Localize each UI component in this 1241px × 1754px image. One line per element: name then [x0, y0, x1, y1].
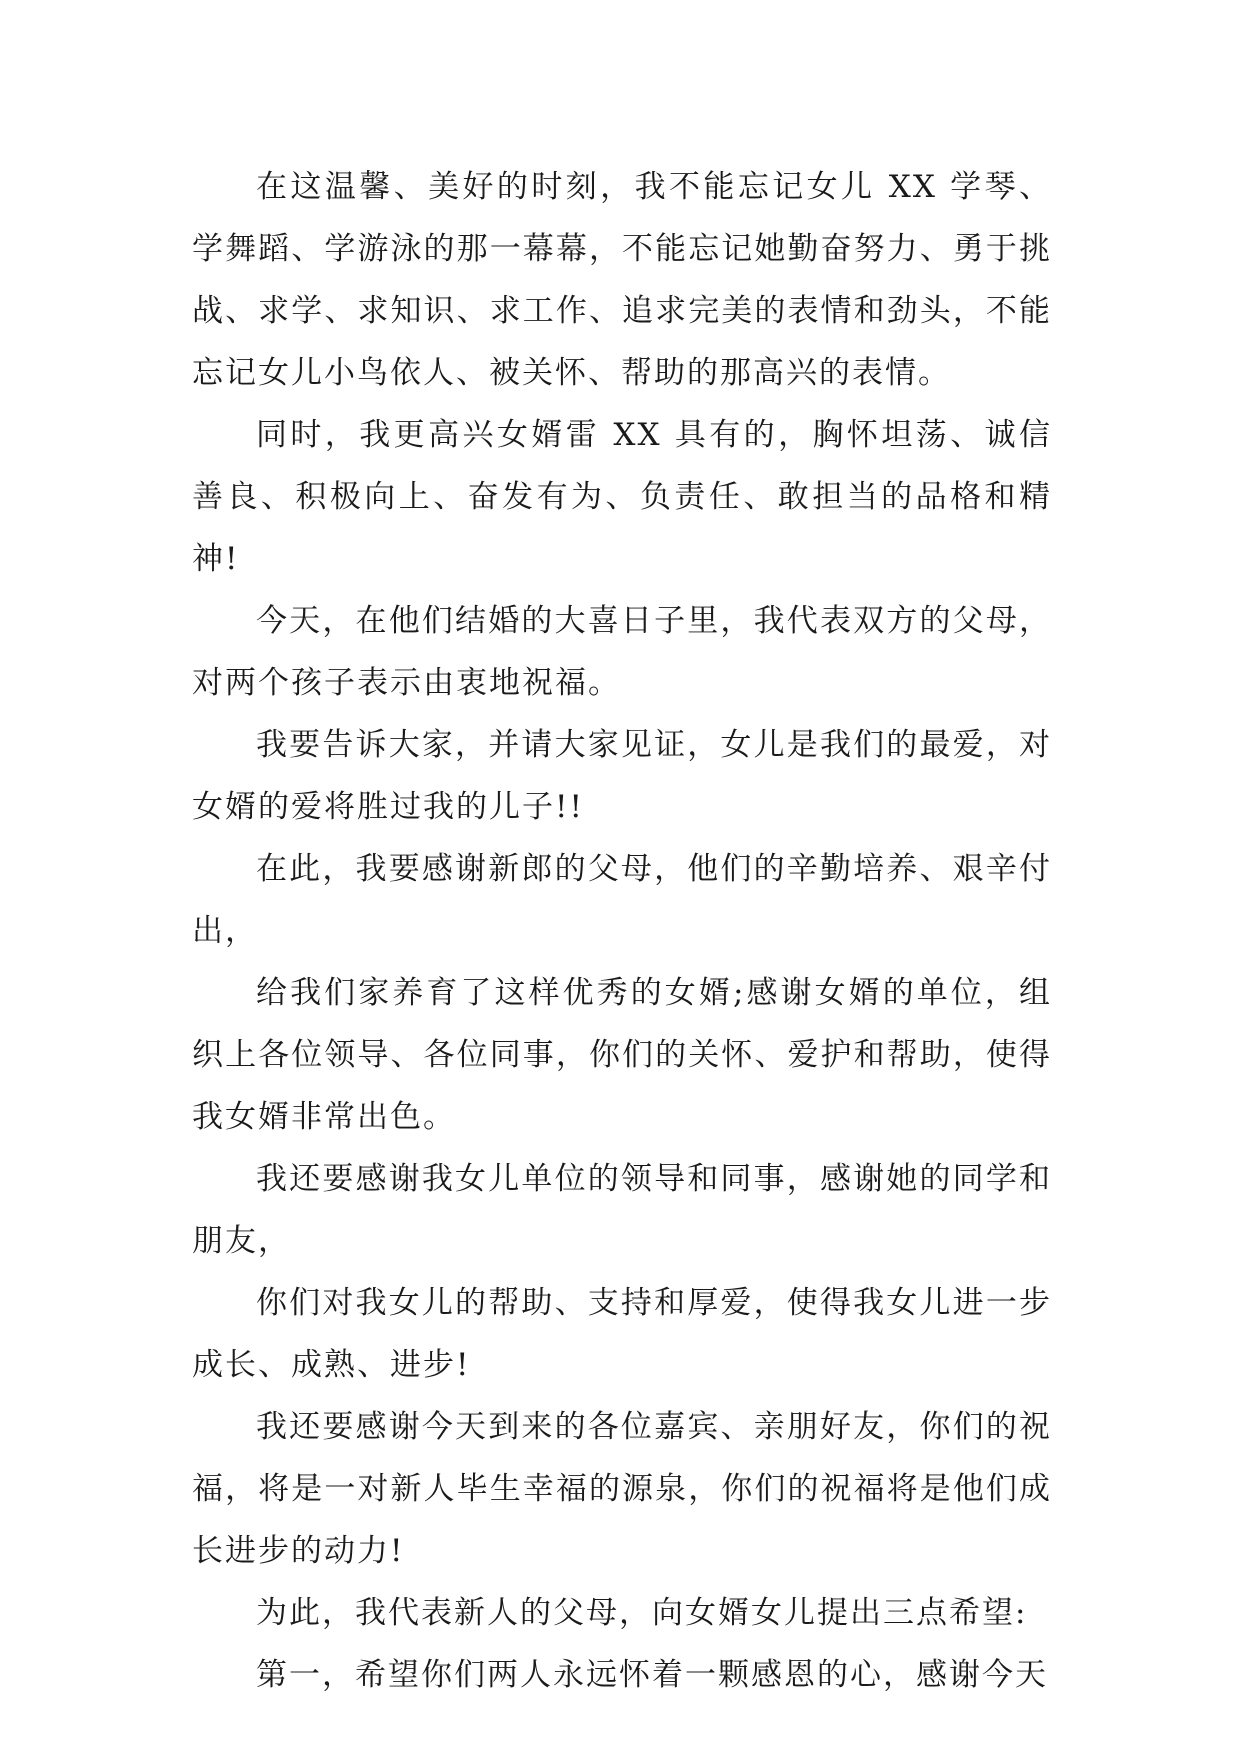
paragraph-1: 在这温馨、美好的时刻，我不能忘记女儿 XX 学琴、学舞蹈、学游泳的那一幕幕，不能忘记她勤奋努力、勇于挑战、求学、求知识、求工作、追求完美的表情和劲头，不能忘记女儿小鸟依人、被关怀、帮助的那高兴的表情。 — [192, 169, 1052, 391]
paragraph-5: 在此，我要感谢新郎的父母，他们的辛勤培养、艰辛付出， — [192, 851, 1052, 949]
paragraph-6: 给我们家养育了这样优秀的女婿;感谢女婿的单位，组织上各位领导、各位同事，你们的关怀、爱护和帮助，使得我女婿非常出色。 — [192, 975, 1052, 1135]
paragraph-10: 为此，我代表新人的父母，向女婿女儿提出三点希望: — [256, 1595, 1028, 1631]
paragraph-4: 我要告诉大家，并请大家见证，女儿是我们的最爱，对女婿的爱将胜过我的儿子!! — [192, 727, 1052, 825]
paragraph-3: 今天，在他们结婚的大喜日子里，我代表双方的父母，对两个孩子表示由衷地祝福。 — [192, 603, 1052, 701]
paragraph-2: 同时，我更高兴女婿雷 XX 具有的，胸怀坦荡、诚信善良、积极向上、奋发有为、负责任、敢担当的品格和精神! — [192, 417, 1052, 577]
paragraph-11: 第一，希望你们两人永远怀着一颗感恩的心，感谢今天 — [256, 1657, 1048, 1693]
paragraph-9: 我还要感谢今天到来的各位嘉宾、亲朋好友，你们的祝福，将是一对新人毕生幸福的源泉，你们的祝福将是他们成长进步的动力! — [192, 1409, 1052, 1569]
paragraph-7: 我还要感谢我女儿单位的领导和同事，感谢她的同学和朋友， — [192, 1161, 1052, 1259]
paragraph-8: 你们对我女儿的帮助、支持和厚爱，使得我女儿进一步成长、成熟、进步! — [192, 1285, 1052, 1383]
document-body — [192, 156, 1052, 1706]
